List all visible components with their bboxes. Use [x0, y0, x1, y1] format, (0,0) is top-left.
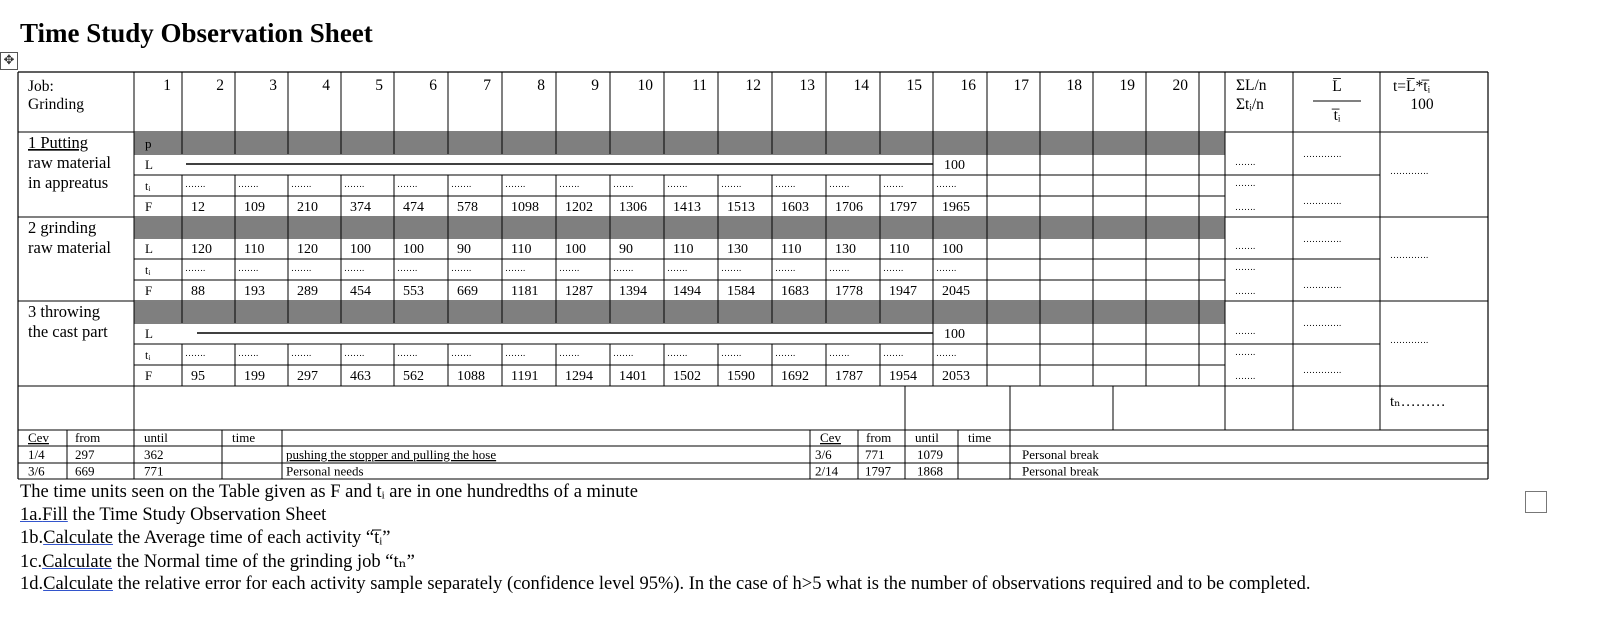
- activity-2-f-value-9: 1394: [619, 284, 647, 299]
- activity-3-t-dots-10: …….: [667, 348, 688, 358]
- activity-1-t-dots-3: …….: [291, 179, 312, 189]
- activity-2-l-value-14: 110: [889, 242, 910, 257]
- activity-2-l-value-8: 100: [565, 242, 586, 257]
- column-header-6: 6: [429, 77, 437, 94]
- question-1a-verb: 1a.Fill: [20, 505, 68, 525]
- activity-3-l-end-value: 100: [944, 327, 965, 342]
- question-1a: 1a.Fill the Time Study Observation Sheet: [20, 505, 327, 525]
- activity-3-name-line-1: the cast part: [28, 322, 108, 341]
- activity-3-t-dots-15: …….: [936, 348, 957, 358]
- sum-t-header: Σtᵢ/n: [1236, 96, 1264, 113]
- activity-2-lbar-dots-bottom: ………….: [1303, 280, 1342, 290]
- activity-3-f-value-6: 1088: [457, 369, 485, 384]
- t-bar-header: t̅ᵢ: [1333, 107, 1341, 124]
- activity-3-t-dots-12: …….: [775, 348, 796, 358]
- break-left-0-desc: pushing the stopper and pulling the hose: [286, 447, 497, 462]
- break-left-1-desc: Personal needs: [286, 463, 364, 479]
- activity-2-t-dots-2: …….: [238, 263, 259, 273]
- activity-1-t-dots-5: …….: [397, 179, 418, 189]
- break-right-1-from: 1797: [865, 463, 891, 479]
- activity-2-f-value-11: 1584: [727, 284, 755, 299]
- activity-3-l-label: L: [145, 326, 153, 341]
- activity-3-f-value-4: 463: [350, 369, 371, 384]
- activity-3-f-value-11: 1590: [727, 369, 755, 384]
- activity-1-l-label: L: [145, 157, 153, 172]
- activity-3-t-dots-2: …….: [238, 348, 259, 358]
- activity-1-t-label: tᵢ: [145, 179, 151, 193]
- column-header-13: 13: [799, 77, 815, 94]
- activity-2-sum-dots-2: …….: [1235, 286, 1256, 296]
- break-left-0-cev: 1/4: [28, 447, 45, 462]
- activity-2-l-value-3: 120: [297, 242, 318, 257]
- question-1d: 1d.Calculate the relative error for each activity sample separately (confidence level 95%). In the case of h>5 what is the number of observations required and to be completed.: [20, 574, 1311, 594]
- activity-1-f-value-10: 1413: [673, 200, 701, 215]
- activity-1-t-dots-13: …….: [829, 179, 850, 189]
- activity-1-name-line-2: in appreatus: [28, 173, 109, 192]
- question-1c: 1c.Calculate the Normal time of the grinding job “tₙ”: [20, 552, 415, 572]
- break-right-1-cev: 2/14: [815, 463, 839, 479]
- column-header-12: 12: [745, 77, 761, 94]
- activity-1-f-value-12: 1603: [781, 200, 809, 215]
- break-left-1-cev: 3/6: [28, 463, 45, 479]
- activity-2-f-value-1: 88: [191, 284, 205, 299]
- activity-1-p-label: p: [145, 136, 152, 151]
- breaks-left-time-header: time: [232, 430, 256, 445]
- activity-3-t-dots-13: …….: [829, 348, 850, 358]
- activity-1-lbar-dots-bottom: ………….: [1303, 196, 1342, 206]
- column-header-16: 16: [960, 77, 976, 94]
- question-1b: 1b.Calculate the Average time of each activity “t̅ᵢ”: [20, 528, 391, 548]
- activity-3-lbar-dots-bottom: ………….: [1303, 365, 1342, 375]
- activity-2-t-label: tᵢ: [145, 263, 151, 277]
- activity-3-lbar-dots-top: ………….: [1303, 318, 1342, 328]
- activity-2-t-dots-5: …….: [397, 263, 418, 273]
- answer-checkbox[interactable]: [1525, 491, 1547, 513]
- breaks-right-time-header: time: [968, 430, 992, 445]
- activity-2-l-value-15: 100: [942, 242, 963, 257]
- activity-3-f-value-5: 562: [403, 369, 424, 384]
- job-name: Grinding: [28, 96, 84, 113]
- normal-time-formula: t=L̅*t̅ᵢ: [1393, 78, 1431, 95]
- break-left-0-from: 297: [75, 447, 95, 462]
- column-header-8: 8: [537, 77, 545, 94]
- activity-1-t-dots-14: …….: [883, 179, 904, 189]
- activity-2-l-label: L: [145, 241, 153, 256]
- activity-2-l-value-1: 120: [191, 242, 212, 257]
- activity-2-l-value-6: 90: [457, 242, 471, 257]
- activity-3-f-value-9: 1401: [619, 369, 647, 384]
- break-right-1-desc: Personal break: [1022, 463, 1099, 479]
- activity-2-gray-row: [134, 218, 1225, 237]
- activity-3-f-value-13: 1787: [835, 369, 863, 384]
- activity-3-f-value-12: 1692: [781, 369, 809, 384]
- activity-3-f-label: F: [145, 368, 153, 383]
- column-header-15: 15: [906, 77, 922, 94]
- activity-1-t-dots-8: …….: [559, 179, 580, 189]
- activity-2-t-dots-1: …….: [185, 263, 206, 273]
- activity-1-f-value-13: 1706: [835, 200, 863, 215]
- column-header-17: 17: [1013, 77, 1029, 94]
- activity-1-f-value-1: 12: [191, 200, 205, 215]
- activity-2-f-value-5: 553: [403, 284, 424, 299]
- activity-3-f-value-2: 199: [244, 369, 265, 384]
- activity-3-t-dots-9: …….: [613, 348, 634, 358]
- activity-1-f-value-4: 374: [350, 200, 371, 215]
- activity-1-lbar-dots-top: ………….: [1303, 149, 1342, 159]
- activity-3-f-value-3: 297: [297, 369, 318, 384]
- break-left-1-until: 771: [144, 463, 164, 479]
- activity-1-f-value-15: 1965: [942, 200, 970, 215]
- activity-3-f-value-1: 95: [191, 369, 205, 384]
- activity-2-t-dots-7: …….: [505, 263, 526, 273]
- activity-2-l-value-9: 90: [619, 242, 633, 257]
- activity-1-t-dots-4: …….: [344, 179, 365, 189]
- activity-1-f-value-2: 109: [244, 200, 265, 215]
- breaks-left-cev-header: Cev: [28, 430, 49, 445]
- activity-2-f-value-12: 1683: [781, 284, 809, 299]
- activity-2-name-line-0: 2 grinding: [28, 218, 97, 237]
- activity-3-f-value-7: 1191: [511, 369, 539, 384]
- normal-time-divisor: 100: [1410, 96, 1434, 113]
- activity-2-l-value-12: 110: [781, 242, 802, 257]
- activity-2-l-value-4: 100: [350, 242, 371, 257]
- activity-3-name-line-0: 3 throwing: [28, 302, 100, 321]
- activity-1-f-label: F: [145, 199, 153, 214]
- column-header-3: 3: [269, 77, 277, 94]
- activity-2-f-value-15: 2045: [942, 284, 970, 299]
- activity-3-t-dots-8: …….: [559, 348, 580, 358]
- activity-1-f-value-8: 1202: [565, 200, 593, 215]
- breaks-right-from-header: from: [866, 430, 892, 445]
- activity-1-t-dots-10: …….: [667, 179, 688, 189]
- break-left-0-until: 362: [144, 447, 164, 462]
- job-label: Job:: [28, 78, 54, 95]
- column-header-9: 9: [591, 77, 599, 94]
- activity-3-t-dots-6: …….: [451, 348, 472, 358]
- activity-3-f-value-15: 2053: [942, 369, 970, 384]
- activity-1-t-dots-1: …….: [185, 179, 206, 189]
- activity-3-sum-dots-1: …….: [1235, 347, 1256, 357]
- activity-2-l-value-5: 100: [403, 242, 424, 257]
- activity-3-t-dots-3: …….: [291, 348, 312, 358]
- breaks-right-until-header: until: [915, 430, 939, 445]
- breaks-left-until-header: until: [144, 430, 168, 445]
- activity-2-t-dots-10: …….: [667, 263, 688, 273]
- activity-1-f-value-9: 1306: [619, 200, 647, 215]
- activity-1-l-end-value: 100: [944, 158, 965, 173]
- activity-1-f-value-7: 1098: [511, 200, 539, 215]
- activity-2-t-dots-8: …….: [559, 263, 580, 273]
- activity-2-f-value-8: 1287: [565, 284, 593, 299]
- column-header-2: 2: [216, 77, 224, 94]
- activity-3-t-dots-14: …….: [883, 348, 904, 358]
- breaks-left-from-header: from: [75, 430, 101, 445]
- activity-2-t-dots-9: …….: [613, 263, 634, 273]
- column-header-18: 18: [1066, 77, 1082, 94]
- activity-1-f-value-11: 1513: [727, 200, 755, 215]
- activity-3-t-dots-1: …….: [185, 348, 206, 358]
- activity-1-sum-dots-0: …….: [1235, 157, 1256, 167]
- activity-2-t-dots-11: …….: [721, 263, 742, 273]
- activity-2-f-value-14: 1947: [889, 284, 917, 299]
- activity-2-f-value-7: 1181: [511, 284, 539, 299]
- activity-2-lbar-dots-top: ………….: [1303, 234, 1342, 244]
- break-right-0-desc: Personal break: [1022, 447, 1099, 462]
- activity-2-l-value-7: 110: [511, 242, 532, 257]
- activity-2-normal-dots: ………….: [1390, 250, 1429, 260]
- question-intro: The time units seen on the Table given as F and tᵢ are in one hundredths of a minute: [20, 482, 638, 502]
- activity-3-t-dots-7: …….: [505, 348, 526, 358]
- activity-2-t-dots-6: …….: [451, 263, 472, 273]
- activity-2-f-value-13: 1778: [835, 284, 863, 299]
- activity-3-f-value-10: 1502: [673, 369, 701, 384]
- break-right-0-from: 771: [865, 447, 885, 462]
- activity-1-sum-dots-2: …….: [1235, 202, 1256, 212]
- activity-2-f-value-3: 289: [297, 284, 318, 299]
- activity-2-t-dots-12: …….: [775, 263, 796, 273]
- activity-3-t-dots-5: …….: [397, 348, 418, 358]
- column-header-19: 19: [1119, 77, 1135, 94]
- activity-2-f-value-4: 454: [350, 284, 371, 299]
- activity-1-f-value-14: 1797: [889, 200, 917, 215]
- breaks-right-cev-header: Cev: [820, 430, 841, 445]
- activity-2-t-dots-14: …….: [883, 263, 904, 273]
- activity-2-f-value-2: 193: [244, 284, 265, 299]
- column-header-4: 4: [322, 77, 330, 94]
- activity-2-f-value-6: 669: [457, 284, 478, 299]
- activity-1-sum-dots-1: …….: [1235, 178, 1256, 188]
- activity-2-l-value-2: 110: [244, 242, 265, 257]
- column-header-5: 5: [375, 77, 383, 94]
- activity-1-f-value-3: 210: [297, 200, 318, 215]
- column-header-20: 20: [1172, 77, 1188, 94]
- column-header-1: 1: [163, 77, 171, 94]
- activity-3-sum-dots-0: …….: [1235, 326, 1256, 336]
- normal-time-result: tₙ………: [1390, 394, 1446, 410]
- activity-1-t-dots-7: …….: [505, 179, 526, 189]
- activity-1-t-dots-12: …….: [775, 179, 796, 189]
- break-left-1-from: 669: [75, 463, 95, 479]
- activity-3-sum-dots-2: …….: [1235, 371, 1256, 381]
- activity-3-t-dots-4: …….: [344, 348, 365, 358]
- activity-1-t-dots-9: …….: [613, 179, 634, 189]
- activity-2-t-dots-15: …….: [936, 263, 957, 273]
- activity-2-f-value-10: 1494: [673, 284, 701, 299]
- break-right-0-cev: 3/6: [815, 447, 832, 462]
- activity-1-f-value-5: 474: [403, 200, 424, 215]
- activity-3-f-value-14: 1954: [889, 369, 917, 384]
- move-handle-icon[interactable]: ✥: [0, 52, 18, 70]
- column-header-11: 11: [692, 77, 707, 94]
- activity-2-t-dots-13: …….: [829, 263, 850, 273]
- page-title: Time Study Observation Sheet: [20, 18, 373, 48]
- activity-1-t-dots-6: …….: [451, 179, 472, 189]
- activity-3-t-label: tᵢ: [145, 348, 151, 362]
- activity-2-t-dots-3: …….: [291, 263, 312, 273]
- activity-2-t-dots-4: …….: [344, 263, 365, 273]
- activity-3-normal-dots: ………….: [1390, 335, 1429, 345]
- column-header-10: 10: [637, 77, 653, 94]
- activity-1-normal-dots: ………….: [1390, 166, 1429, 176]
- activity-2-f-label: F: [145, 283, 153, 298]
- break-right-1-until: 1868: [917, 463, 943, 479]
- activity-3-gray-row: [134, 302, 1225, 322]
- activity-2-sum-dots-0: …….: [1235, 241, 1256, 251]
- activity-1-t-dots-2: …….: [238, 179, 259, 189]
- column-header-7: 7: [483, 77, 491, 94]
- break-right-0-until: 1079: [917, 447, 943, 462]
- sum-l-header: ΣL/n: [1236, 77, 1267, 94]
- l-bar-header: L̅: [1332, 78, 1342, 95]
- activity-1-f-value-6: 578: [457, 200, 478, 215]
- activity-3-t-dots-11: …….: [721, 348, 742, 358]
- activity-1-name-line-1: raw material: [28, 153, 111, 172]
- activity-1-t-dots-11: …….: [721, 179, 742, 189]
- activity-2-sum-dots-1: …….: [1235, 262, 1256, 272]
- activity-1-t-dots-15: …….: [936, 179, 957, 189]
- column-header-14: 14: [853, 77, 869, 94]
- activity-2-l-value-11: 130: [727, 242, 748, 257]
- activity-1-name-line-0: 1 Putting: [28, 133, 89, 152]
- activity-1-gray-row: [134, 133, 1225, 153]
- activity-2-l-value-13: 130: [835, 242, 856, 257]
- activity-2-name-line-1: raw material: [28, 238, 111, 257]
- activity-2-l-value-10: 110: [673, 242, 694, 257]
- activity-3-f-value-8: 1294: [565, 369, 593, 384]
